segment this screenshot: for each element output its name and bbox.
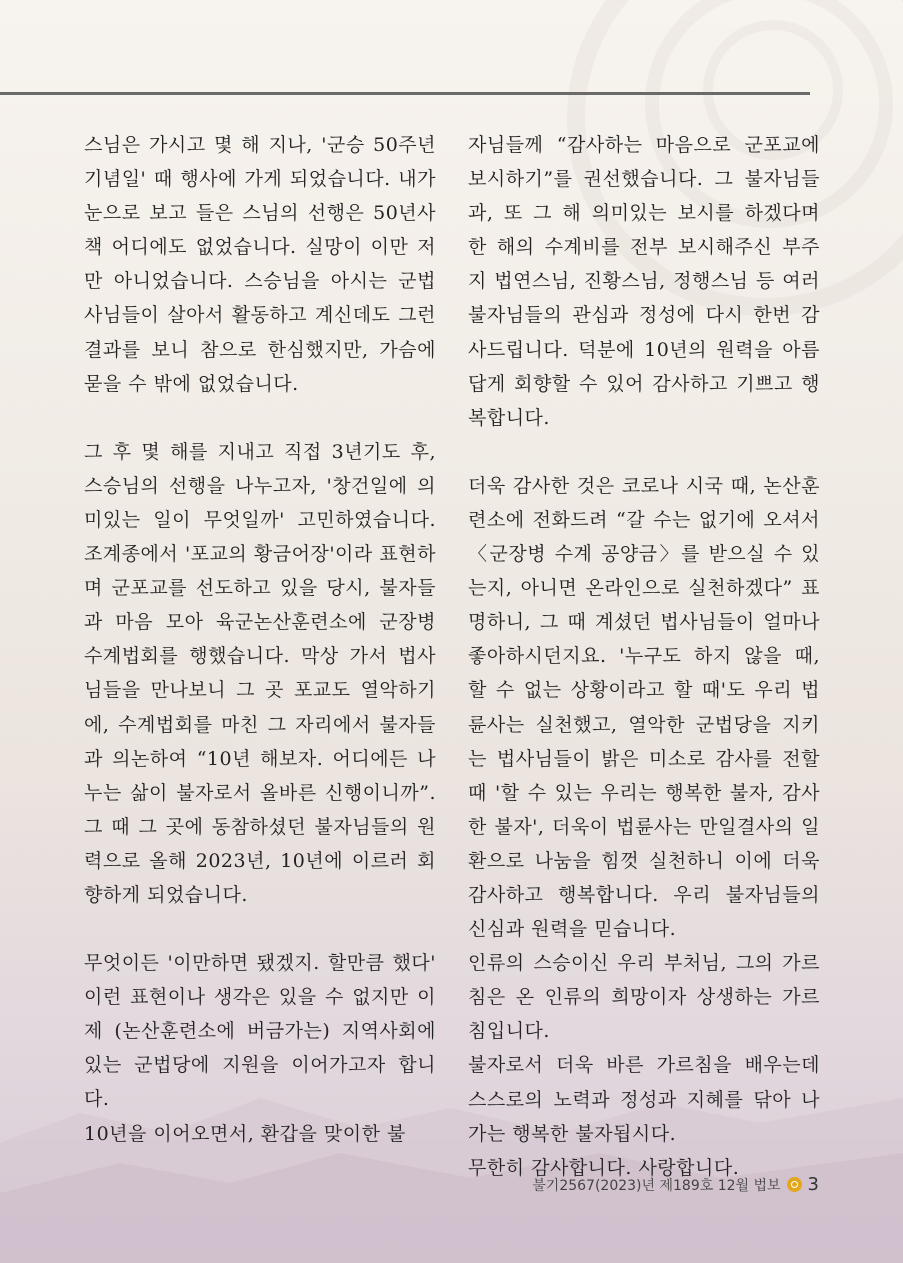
paragraph: 무엇이든 '이만하면 됐겠지. 할만큼 했다' 이런 표현이나 생각은 있을 수 없지만 이제 (논산훈련소에 버금가는) 지역사회에 있는 군법당에 지원을 이어가고자 합니다. — [84, 952, 436, 1111]
left-text-column — [84, 128, 436, 1151]
paragraph: 스님은 가시고 몇 해 지나, '군승 50주년 기념일' 때 행사에 가게 되었습니다. 내가 눈으로 보고 들은 스님의 선행은 50년사 책 어디에도 없었습니다. 실망이 이만 저만 아니었습니다. 스승님을 아시는 군법사님들이 살아서 활동하고 계신데도 그런 결과를 보니 참으로 한심했지만, 가슴에 묻을 수 밖에 없었습니다. — [84, 134, 436, 395]
dharma-wheel-icon — [787, 1177, 802, 1192]
top-divider-line — [0, 92, 810, 95]
issue-label: 불기2567(2023)년 제189호 12월 법보 — [532, 1177, 781, 1194]
paragraph: 그 후 몇 해를 지내고 직접 3년기도 후, 스승님의 선행을 나누고자, '창건일에 의미있는 일이 무엇일까' 고민하였습니다. 조계종에서 '포교의 황금어장'이라 표현하며 군포교를 선도하고 있을 당시, 불자들과 마음 모아 육군논산훈련소에 군장병 수계법회를 행했습니다. 막상 가서 법사님들을 만나보니 그 곳 포교도 열악하기에, 수계법회를 마친 그 자리에서 불자들과 의논하여 “10년 해보자. 어디에든 나누는 삶이 불자로서 올바른 신행이니까”. 그 때 그 곳에 동참하셨던 불자님들의 원력으로 올해 2023년, 10년에 이르러 회향하게 되었습니다. — [84, 440, 436, 906]
paragraph: 10년을 이어오면서, 환갑을 맞이한 불 — [84, 1122, 406, 1145]
page-number: 3 — [807, 1174, 819, 1195]
right-text-column — [468, 128, 820, 1185]
paragraph: 무한히 감사합니다. 사랑합니다. — [468, 1156, 740, 1179]
paragraph: 불자로서 더욱 바른 가르침을 배우는데 스스로의 노력과 정성과 지혜를 닦아 나가는 행복한 불자됩시다. — [468, 1054, 820, 1145]
paragraph: 더욱 감사한 것은 코로나 시국 때, 논산훈련소에 전화드려 “갈 수는 없기에 오셔서 〈군장병 수계 공양금〉를 받으실 수 있는지, 아니면 온라인으로 실천하겠다” 표명하니, 그 때 계셨던 법사님들이 얼마나 좋아하시던지요. '누구도 하지 않을 때, 할 수 없는 상황이라고 할 때'도 우리 법륜사는 실천했고, 열악한 군법당을 지키는 법사님들이 밝은 미소로 감사를 전할 때 '할 수 있는 우리는 행복한 불자, 감사한 불자', 더욱이 법륜사는 만일결사의 일환으로 나눔을 힘껏 실천하니 이에 더욱 감사하고 행복합니다. 우리 불자님들의 신심과 원력을 믿습니다. — [468, 474, 820, 941]
page-footer — [532, 1174, 819, 1195]
paragraph: 인류의 스승이신 우리 부처님, 그의 가르침은 온 인류의 희망이자 상생하는 가르침입니다. — [468, 952, 820, 1043]
paragraph: 자님들께 “감사하는 마음으로 군포교에 보시하기”를 권선했습니다. 그 불자님들과, 또 그 해 의미있는 보시를 하겠다며 한 해의 수계비를 전부 보시해주신 부주지 법연스님, 진황스님, 정행스님 등 여러 불자님들의 관심과 정성에 다시 한번 감사드립니다. 덕분에 10년의 원력을 아름답게 회향할 수 있어 감사하고 기쁘고 행복합니다. — [468, 134, 820, 429]
